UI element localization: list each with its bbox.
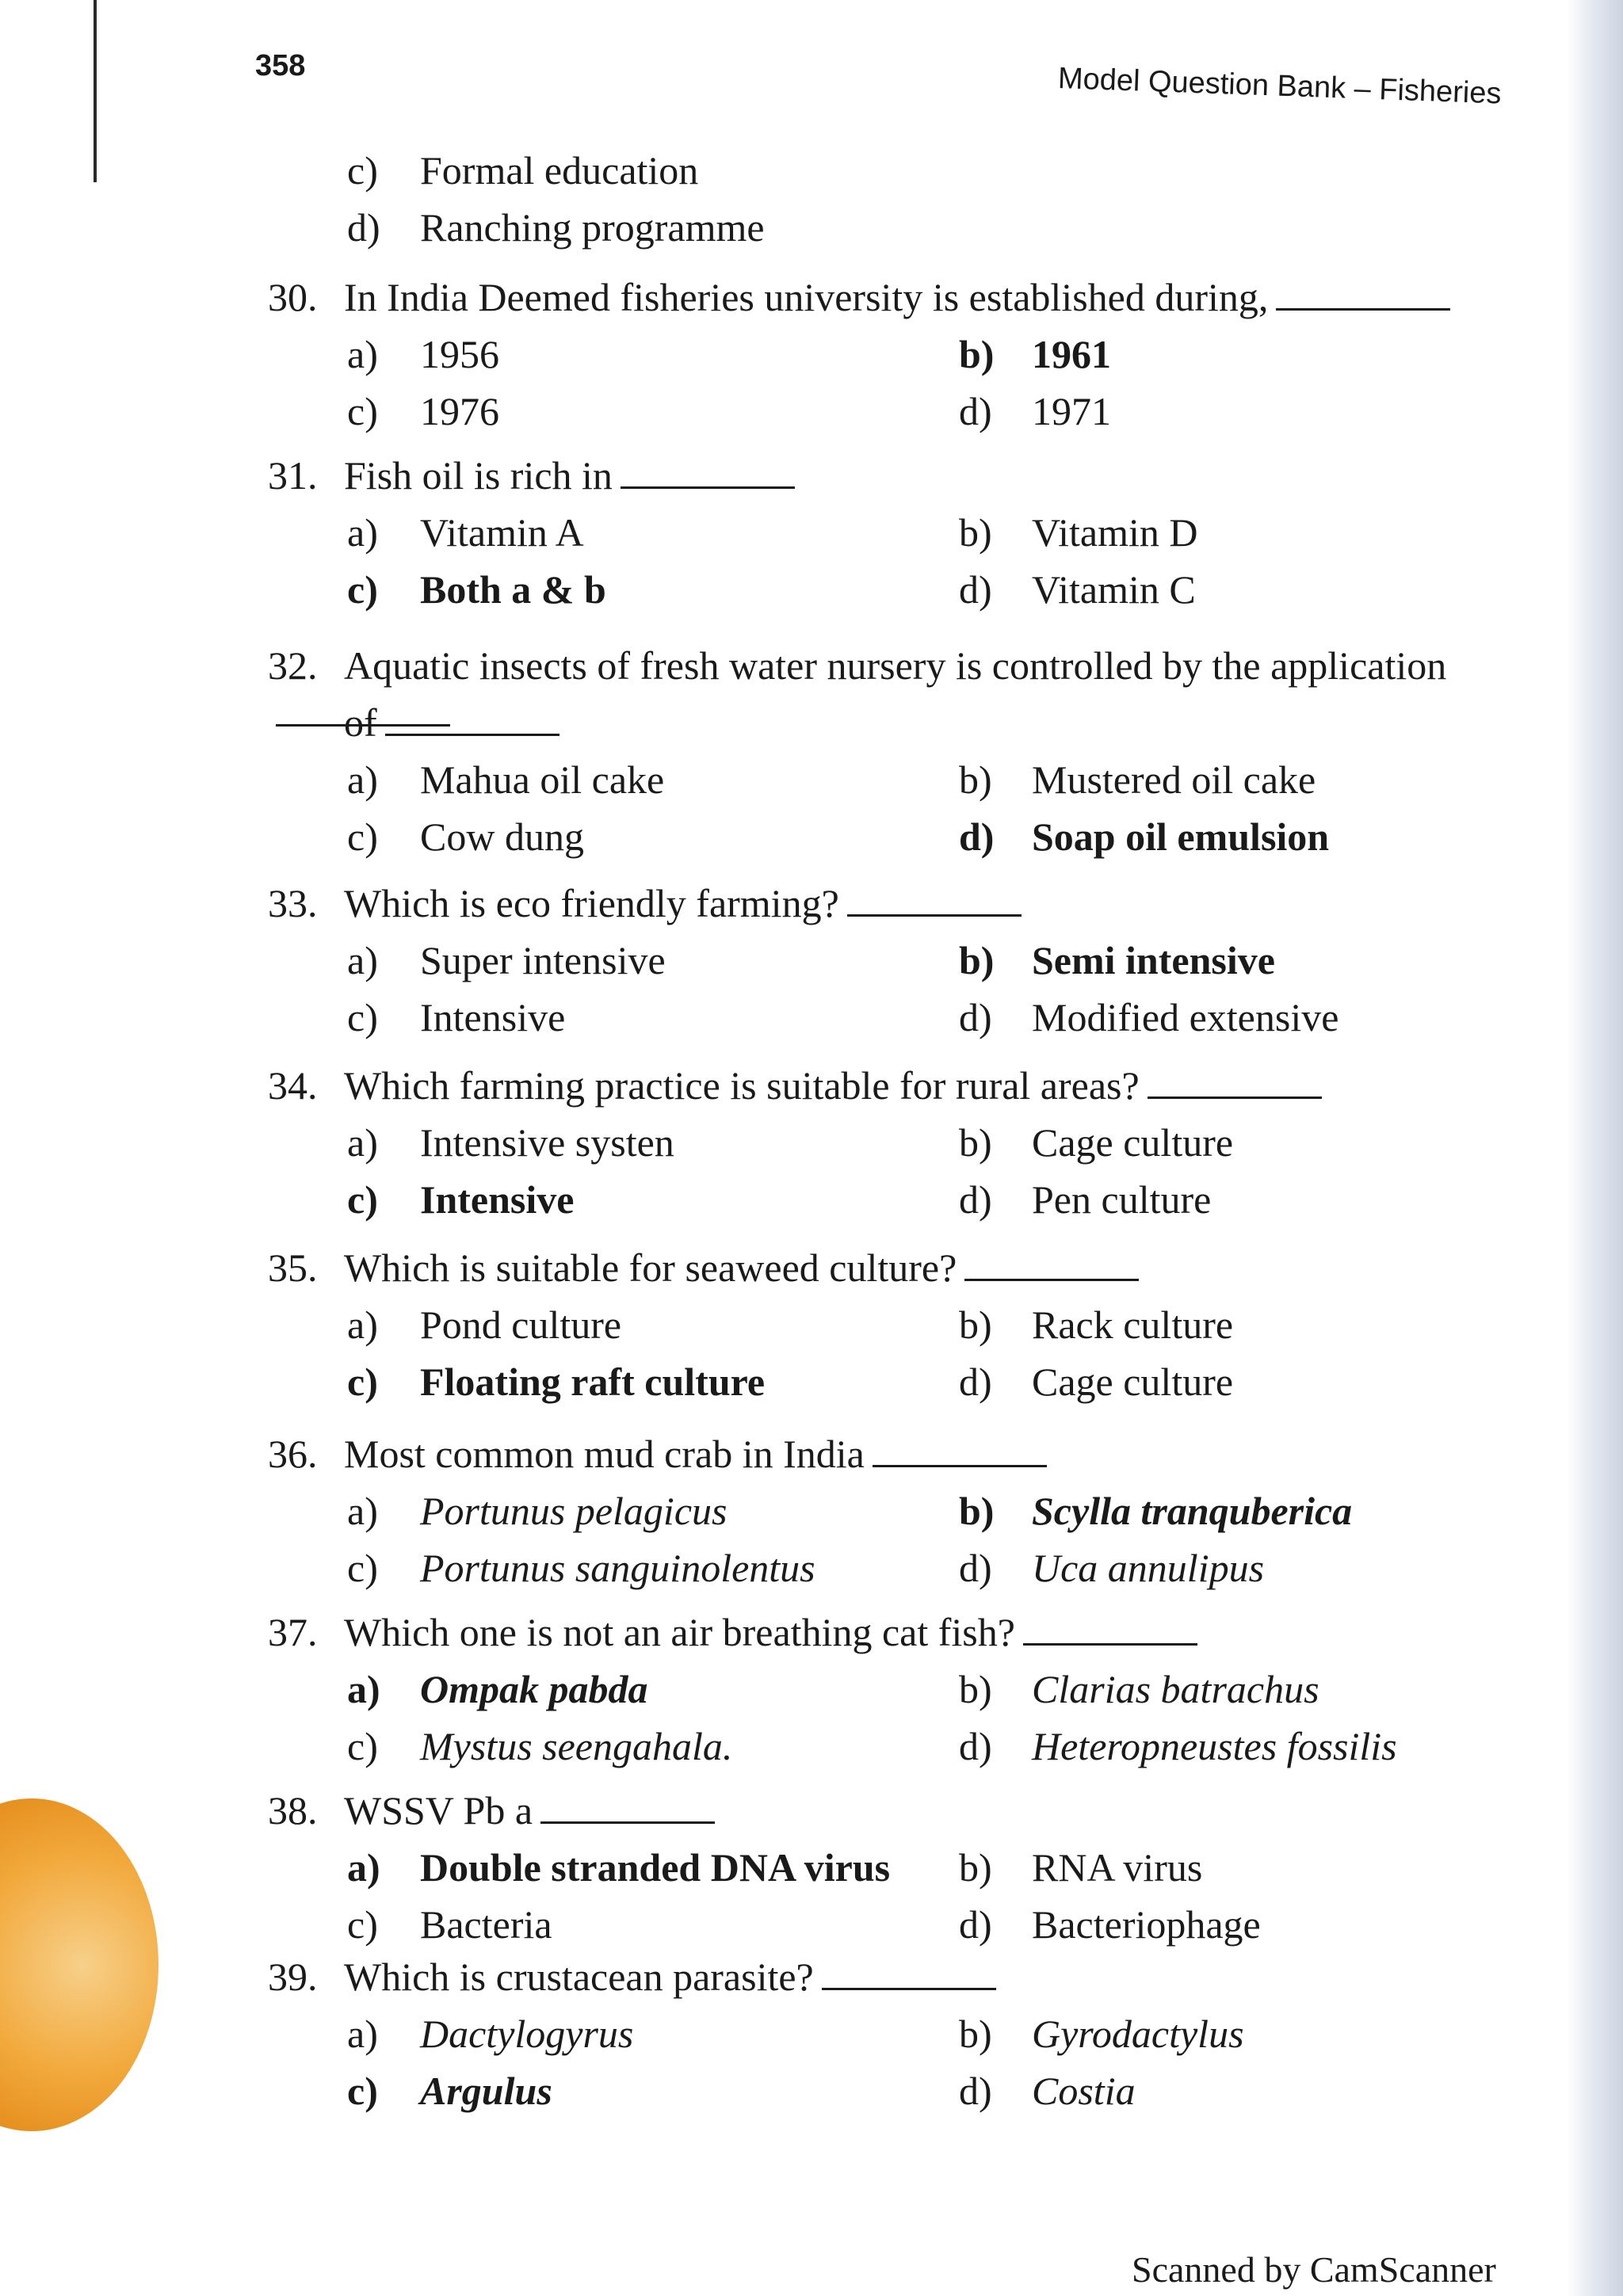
option-text: Scylla tranquberica <box>1032 1489 1353 1533</box>
option <box>347 756 664 803</box>
question-text: Which is suitable for seaweed culture? <box>344 1245 957 1290</box>
option <box>959 1119 1233 1166</box>
option-text: Heteropneustes fossilis <box>1032 1724 1397 1768</box>
question-number: 39. <box>268 1955 318 1999</box>
question-text: Which farming practice is suitable for rural areas? <box>344 1063 1140 1108</box>
option-label: d) <box>959 1724 992 1768</box>
option-text: Bacteria <box>420 1902 552 1947</box>
option <box>959 509 1197 556</box>
question-text: WSSV Pb a <box>344 1788 533 1833</box>
option-label: d) <box>959 1546 992 1590</box>
option-label: a) <box>347 938 378 982</box>
answer-blank <box>1023 1611 1197 1646</box>
option-label: d) <box>959 814 995 859</box>
question-text: Which is eco friendly farming? <box>344 881 839 925</box>
option <box>347 813 584 860</box>
option-label: a) <box>347 1489 378 1533</box>
option-label: a) <box>347 2012 378 2056</box>
option-text: Cow dung <box>420 814 584 859</box>
option <box>959 1665 1319 1713</box>
option <box>959 936 1275 984</box>
question-stem <box>268 1244 1139 1291</box>
question-text: Aquatic insects of fresh water nursery is controlled by the application <box>344 643 1447 688</box>
question-text: Which one is not an air breathing cat fish? <box>344 1610 1015 1654</box>
question-stem <box>268 1787 715 1834</box>
option-text: Pen culture <box>1032 1177 1212 1222</box>
option <box>347 387 499 435</box>
question-stem <box>268 879 1022 927</box>
question-stem <box>268 1953 996 2000</box>
option-text: Portunus pelagicus <box>420 1489 727 1533</box>
option-label: b) <box>959 1489 995 1533</box>
option <box>959 330 1111 378</box>
option-label: a) <box>347 1667 380 1711</box>
question-number: 32. <box>268 643 318 688</box>
option <box>347 1544 815 1592</box>
option <box>959 756 1316 803</box>
option-label: d) <box>959 2069 992 2113</box>
option-text: Intensive <box>420 995 566 1039</box>
option-text: 1961 <box>1032 332 1111 376</box>
answer-blank <box>1276 277 1450 311</box>
option <box>347 2010 633 2058</box>
option-text: Bacteriophage <box>1032 1902 1261 1947</box>
option-label: a) <box>347 332 378 376</box>
option-label: d) <box>959 567 992 612</box>
option <box>347 566 606 613</box>
option-label: a) <box>347 1302 378 1347</box>
option-label: b) <box>959 332 995 376</box>
option-text: Vitamin A <box>420 510 584 555</box>
option-text: Super intensive <box>420 938 666 982</box>
option <box>347 2067 552 2115</box>
option <box>347 994 565 1041</box>
option <box>347 1301 621 1348</box>
option <box>959 813 1329 860</box>
scanner-watermark: Scanned by CamScanner <box>1132 2249 1496 2290</box>
option <box>959 1722 1397 1770</box>
option-label: c) <box>347 2069 378 2113</box>
option-label: a) <box>347 1845 380 1890</box>
carryover-option <box>347 147 698 194</box>
option <box>959 2010 1244 2058</box>
question-stem <box>268 1608 1197 1656</box>
option-text: Clarias batrachus <box>1032 1667 1319 1711</box>
answer-blank <box>847 883 1022 917</box>
option-text: 1976 <box>420 389 499 433</box>
option-label: b) <box>959 1120 992 1165</box>
option-text: Dactylogyrus <box>420 2012 634 2056</box>
option <box>959 1358 1233 1405</box>
option <box>347 1358 765 1405</box>
question-number: 33. <box>268 881 318 925</box>
question-text: Which is crustacean parasite? <box>344 1955 814 1999</box>
option-text: Both a & b <box>420 567 606 612</box>
answer-blank <box>964 1247 1139 1281</box>
answer-blank <box>621 455 795 489</box>
option-label: d) <box>959 995 992 1039</box>
option-text: Portunus sanguinolentus <box>420 1546 815 1590</box>
option-text: 1956 <box>420 332 499 376</box>
question-text: of <box>344 700 377 745</box>
option-text: Semi intensive <box>1032 938 1275 982</box>
option-text: Vitamin C <box>1032 567 1196 612</box>
option-label: d) <box>959 1360 992 1404</box>
option-text: Mystus seengahala. <box>420 1724 733 1768</box>
option-text: Mahua oil cake <box>420 757 665 802</box>
option <box>959 1301 1233 1348</box>
option-text: Ranching programme <box>420 205 765 250</box>
option <box>347 1722 732 1770</box>
option-text: Mustered oil cake <box>1032 757 1316 802</box>
option <box>959 1176 1211 1223</box>
question-stem <box>268 273 1450 321</box>
option-text: Rack culture <box>1032 1302 1234 1347</box>
option <box>347 509 584 556</box>
option <box>347 1119 674 1166</box>
option <box>959 2067 1136 2115</box>
option <box>959 387 1111 435</box>
option <box>347 1844 890 1891</box>
option-label: a) <box>347 1120 378 1165</box>
option <box>959 1487 1352 1535</box>
option-label: c) <box>347 1360 378 1404</box>
question-stem <box>268 1062 1322 1109</box>
option-text: Vitamin D <box>1032 510 1198 555</box>
answer-blank <box>822 1956 996 1990</box>
question-number: 38. <box>268 1788 318 1833</box>
option-label: b) <box>959 757 992 802</box>
option-label: c) <box>347 814 378 859</box>
question-text: In India Deemed fisheries university is established during, <box>344 275 1269 319</box>
option-label: b) <box>959 1667 992 1711</box>
question-stem <box>268 452 795 499</box>
question-text: Most common mud crab in India <box>344 1432 865 1476</box>
option-text: Argulus <box>420 2069 552 2113</box>
option <box>347 1901 552 1948</box>
option-text: Ompak pabda <box>420 1667 648 1711</box>
option-label: c) <box>347 148 378 193</box>
option-text: Soap oil emulsion <box>1032 814 1330 859</box>
answer-blank <box>540 1790 715 1824</box>
option-text: Floating raft culture <box>420 1360 766 1404</box>
option-label: b) <box>959 2012 992 2056</box>
option-text: Uca annulipus <box>1032 1546 1265 1590</box>
option-label: c) <box>347 1902 378 1947</box>
question-number: 34. <box>268 1063 318 1108</box>
option-text: Double stranded DNA virus <box>420 1845 891 1890</box>
option-text: Intensive <box>420 1177 575 1222</box>
option-label: c) <box>347 567 378 612</box>
page-number: 358 <box>255 49 306 82</box>
answer-blank <box>385 702 559 736</box>
option-text: Formal education <box>420 148 699 193</box>
option <box>959 1544 1264 1592</box>
option <box>347 1487 727 1535</box>
question-stem <box>268 1430 1047 1478</box>
option-label: c) <box>347 1177 378 1222</box>
option <box>347 330 499 378</box>
option-label: a) <box>347 757 378 802</box>
option <box>959 1901 1261 1948</box>
answer-blank <box>1148 1065 1322 1099</box>
question-number: 35. <box>268 1245 318 1290</box>
option <box>959 994 1338 1041</box>
option-text: Intensive systen <box>420 1120 674 1165</box>
option-label: d) <box>959 389 992 433</box>
option-text: Costia <box>1032 2069 1136 2113</box>
option-text: RNA virus <box>1032 1845 1203 1890</box>
question-number: 36. <box>268 1432 318 1476</box>
option <box>347 1176 574 1223</box>
question-text: Fish oil is rich in <box>344 453 613 498</box>
question-number: 31. <box>268 453 318 498</box>
running-head: Model Question Bank – Fisheries <box>1057 62 1503 111</box>
question-number: 30. <box>268 275 318 319</box>
option-label: b) <box>959 510 992 555</box>
carryover-option <box>347 204 765 251</box>
option-text: Cage culture <box>1032 1360 1234 1404</box>
option-label: b) <box>959 1845 992 1890</box>
option-label: d) <box>959 1902 992 1947</box>
option-text: 1971 <box>1032 389 1111 433</box>
option-text: Gyrodactylus <box>1032 2012 1244 2056</box>
option-label: c) <box>347 995 378 1039</box>
option <box>347 936 666 984</box>
option-label: c) <box>347 1546 378 1590</box>
option-label: b) <box>959 1302 992 1347</box>
option <box>347 1665 648 1713</box>
option <box>959 1844 1202 1891</box>
question-number: 37. <box>268 1610 318 1654</box>
orange-object <box>0 1798 158 2131</box>
option-label: c) <box>347 389 378 433</box>
option-label: d) <box>347 205 380 250</box>
option-text: Modified extensive <box>1032 995 1339 1039</box>
option-label: a) <box>347 510 378 555</box>
page-edge-shadow <box>1568 0 1623 2296</box>
left-margin-rule <box>94 0 97 182</box>
answer-blank <box>873 1433 1047 1467</box>
question-stem-continued <box>344 699 559 746</box>
option-text: Cage culture <box>1032 1120 1234 1165</box>
option-label: c) <box>347 1724 378 1768</box>
option-label: d) <box>959 1177 992 1222</box>
option <box>959 566 1196 613</box>
option-text: Pond culture <box>420 1302 622 1347</box>
option-label: b) <box>959 938 995 982</box>
